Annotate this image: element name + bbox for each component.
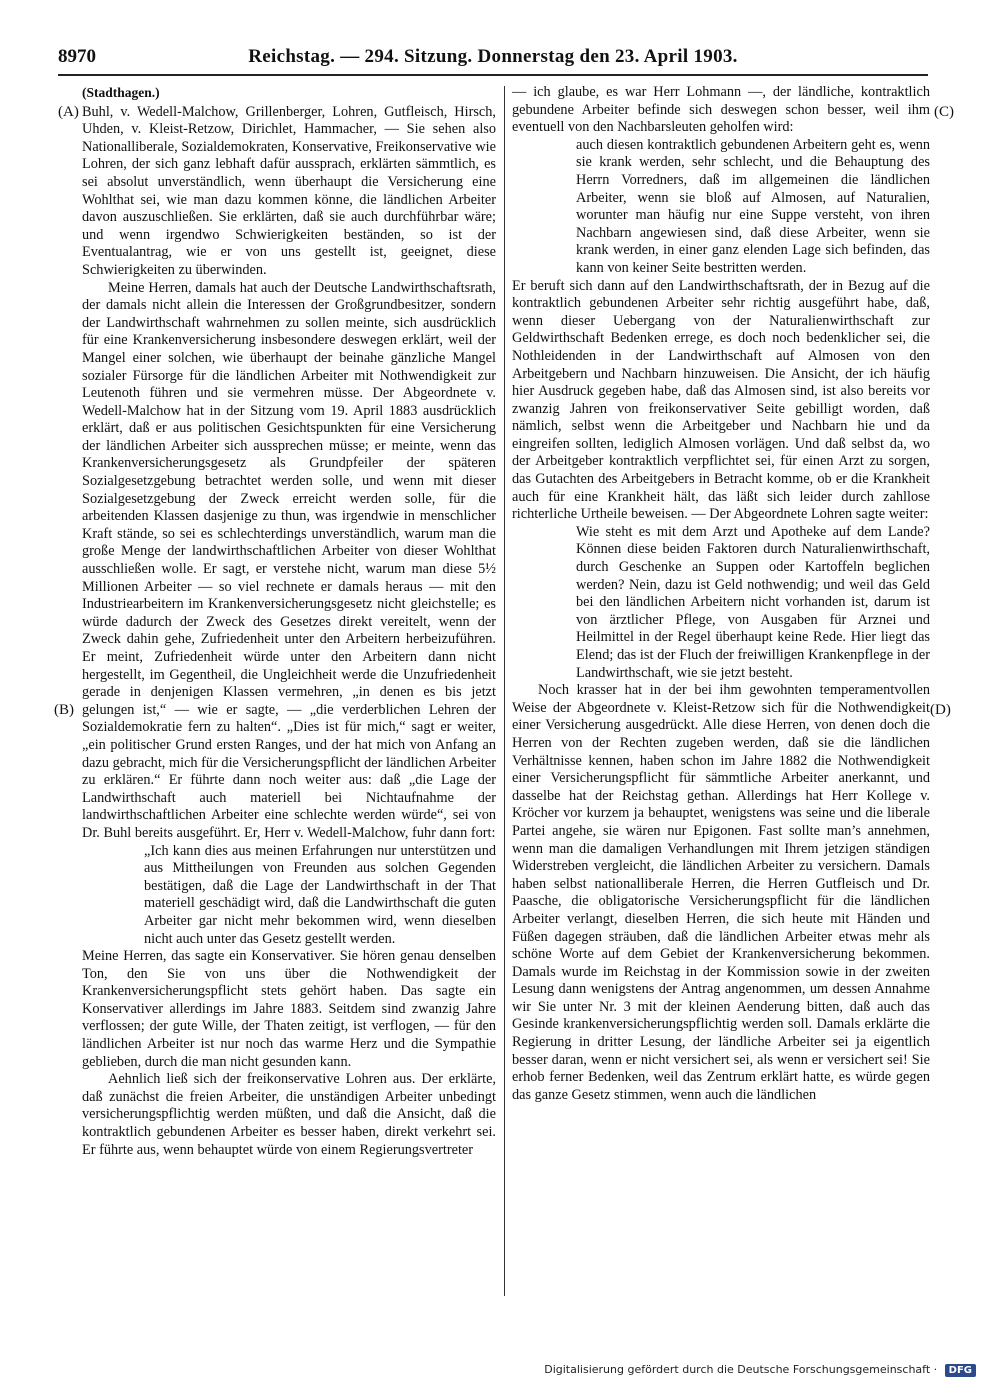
margin-mark-c: (C) bbox=[934, 104, 954, 120]
margin-mark-a: (A) bbox=[58, 104, 79, 120]
footer-text: Digitalisierung gefördert durch die Deutsche Forschungsgemeinschaft · bbox=[544, 1363, 938, 1376]
column-divider bbox=[504, 86, 505, 1296]
paragraph: Er beruft sich dann auf den Landwirthschaftsrath, der in Bezug auf die kontraktlich gebundenen Arbeiter sehr richtig ausgeführt habe, daß, wenn dieser Uebergang von der Naturalienwirthschaft zur Geldwirthschaft Bedenken errege, es doch noch bedenklicher sei, die Nothleidenden in der Landwirthschaft auf Almosen von den Arbeitgebern und Nachbarn hinzuweisen. Die Ansicht, der ich häufig hier Ausdruck gegeben habe, daß das Almosen sind, ist also bereits vor zwanzig Jahren von freikonservativer Seite gebilligt worden, daß nämlich, selbst wenn die Arbeitgeber und Nachbarn hie und da eingreifen sollten, lediglich Almosen vorlägen. Und daß selbst da, wo der Arbeitgeber kontraktlich verpflichtet sei, für einen Arzt zu sorgen, das Gutachten des Arbeitgebers in Betracht komme, ob er die Krankheit auch für eine Krankheit hält, das läßt sich leider durch zahllose richterliche Urtheile beweisen. — Der Abgeordnete Lohren sagte weiter: bbox=[512, 277, 930, 523]
paragraph: Meine Herren, damals hat auch der Deutsche Landwirthschaftsrath, der damals nicht allein die Interessen der Großgrundbesitzer, sondern der Landwirthschaft wahrnehmen zu sollen meinte, sich ausdrücklich für eine Krankenversicherung insbesondere deswegen erklärt, weil der Mangel einer solchen, wie überhaupt der beinahe gänzliche Mangel sozialer Fürsorge für die ländlichen Arbeiter mit Nothwendigkeit zur Leutenoth führen und sie vermehren müsse. Der Abgeordnete v. Wedell-Malchow hat in der Sitzung vom 19. April 1883 ausdrücklich erklärt, daß er aus politischen Gesichtspunkten für eine Versicherung der ländlichen Arbeiter sich aussprechen müsse; er meinte, wenn das Krankenversicherungsgesetz als Grundpfeiler der späteren Sozialgesetzgebung betrachtet werden solle, und wenn mit dieser Sozialgesetzgebung der Zweck erreicht werden solle, für die arbeitenden Klassen dasjenige zu thun, was irgendwie in menschlicher Kraft stände, so sei es schlechterdings unverständlich, warum man die große Menge der landwirthschaftlichen Arbeiter von dieser Wohlthat ausschließen wolle. Er sagt, er verstehe nicht, warum man diese 5½ Millionen Arbeiter — so viel rechnete er damals heraus — mit den Industriearbeitern im Krankenversicherungsgesetz nicht gleichstelle; es würde dadurch der Zweck des Gesetzes direkt vereitelt, wenn der Zweck dahin gehe, Zufriedenheit unter den Arbeitern herbeizuführen. Er meint, Zufriedenheit würde unter den Arbeitern dann nicht hergestellt, im Gegentheil, die Ungleichheit werde die Unzufriedenheit gerade in denjenigen Klassen vermehren, „in denen es bis jetzt gelungen ist,“ — wie er sagte, — „die verderblichen Lehren der Sozialdemokratie fern zu halten“. „Dies ist für mich,“ sagt er weiter, „ein politischer Grund ersten Ranges, und der hat mich von Anfang an dazu gebracht, mich für die Versicherungspflicht der ländlichen Arbeiter zu erklären.“ Er führte dann noch weiter aus: daß „die Lage der Landwirthschaft auch materiell bei Nichtaufnahme der landwirthschaftlichen Arbeiter eine schlechte werden würde“, sei von Dr. Buhl bereits ausgeführt. Er, Herr v. Wedell-Malchow, fuhr dann fort: bbox=[82, 279, 496, 841]
paragraph: Buhl, v. Wedell-Malchow, Grillenberger, Lohren, Gutfleisch, Hirsch, Uhden, v. Kleist-Retzow, Dirichlet, Hammacher, — Sie sehen also Nationalliberale, Sozialdemokraten, Konservative, Freikonservative wie Lohren, der sich ganz lebhaft dafür aussprach, erklärten sämmtlich, es sei absolut unverständlich, wenn überhaupt die Versicherung eine Wohlthat sei, wie man dazu kommen könne, die ländlichen Arbeiter davon auszuschließen. Sie erklärten, daß sie auch durchführbar wäre; und wenn irgendwo Schwierigkeiten beständen, so ist der Eventualantrag, wie er von uns gestellt ist, geeignet, diese Schwierigkeiten zu überwinden. bbox=[82, 103, 496, 278]
page-header bbox=[58, 40, 928, 76]
block-quote: auch diesen kontraktlich gebundenen Arbeitern geht es, wenn sie krank werden, sehr schlecht, und die Behauptung des Herrn Vorredners, daß im allgemeinen die ländlichen Arbeiter, wenn sie bloß auf Almosen, auf Naturalien, worunter man häufig nur eine Suppe versteht, von ihren Nachbarn angewiesen sind, daß diese Arbeiter, wenn sie krank werden, in einer ganz elenden Lage sich befinden, das kann von keiner Seite bestritten werden. bbox=[576, 136, 930, 276]
right-column bbox=[512, 84, 930, 1104]
margin-mark-b: (B) bbox=[54, 702, 74, 718]
block-quote: Wie steht es mit dem Arzt und Apotheke auf dem Lande? Können diese beiden Faktoren durch Naturalienwirthschaft, durch Geschenke an Suppen oder Kartoffeln beglichen werden? Nein, dazu ist Geld nothwendig; und weil das Geld bei den ländlichen Arbeitern nicht vorhanden ist, darum ist von ärztlicher Pflege, von Ausgaben für Arznei und Heilmittel in der Regel überhaupt keine Rede. Hier liegt das Elend; das ist der Fluch der freiwilligen Krankenpflege in der Landwirthschaft, wie sie jetzt besteht. bbox=[576, 523, 930, 681]
margin-mark-d: (D) bbox=[930, 702, 951, 718]
speaker-label: (Stadthagen.) bbox=[82, 85, 160, 100]
digitization-footer bbox=[544, 1363, 976, 1377]
page-number: 8970 bbox=[58, 46, 96, 67]
left-column bbox=[82, 84, 496, 1159]
running-title: Reichstag. — 294. Sitzung. Donnerstag den 23. April 1903. bbox=[248, 46, 738, 67]
block-quote: „Ich kann dies aus meinen Erfahrungen nur unterstützen und aus Mittheilungen von Freunden aus solchen Gegenden bestätigen, daß die Lage der Landwirthschaft in der That materiell geschädigt wird, daß die Landwirthschaft die guten Arbeiter gar nicht mehr bekommen wird, wenn dieselben nicht auch unter das Gesetz gestellt werden. bbox=[144, 842, 496, 947]
paragraph: Aehnlich ließ sich der freikonservative Lohren aus. Der erklärte, daß zunächst die freien Arbeiter, die unständigen Arbeiter unbedingt versicherungspflichtig werden müßten, und daß die Ansicht, daß die kontraktlich gebundenen Arbeiter es besser haben, direkt verkehrt sei. Er führte aus, wenn behauptet würde von einem Regierungsvertreter bbox=[82, 1071, 496, 1158]
paragraph: — ich glaube, es war Herr Lohmann —, der ländliche, kontraktlich gebundene Arbeiter befinde sich deswegen schon besser, weil ihm eventuell von den Nachbarsleuten geholfen wird: bbox=[512, 84, 930, 136]
dfg-logo: DFG bbox=[945, 1364, 976, 1377]
paragraph: Meine Herren, das sagte ein Konservativer. Sie hören genau denselben Ton, den Sie von uns über die Nothwendigkeit der Krankenversicherungspflicht stets gehört haben. Das sagte ein Konservativer allerdings im Jahre 1883. Seitdem sind zwanzig Jahre verflossen; der gute Wille, der Thaten zeitigt, ist verflogen, — für den ländlichen Arbeiter ist nur noch das warme Herz und die Sympathie geblieben, durch die man nicht gesunden kann. bbox=[82, 948, 496, 1070]
paragraph: Noch krasser hat in der bei ihm gewohnten temperamentvollen Weise der Abgeordnete v. Kleist-Retzow sich für die Nothwendigkeit einer Versicherung ausgedrückt. Alle diese Herren, von denen doch die Herren von der Rechten zugeben werden, daß sie die ländlichen Verhältnisse kennen, haben schon im Jahre 1882 die Nothwendigkeit einer Versicherungspflicht für sämmtliche Arbeiter anerkannt, und dasselbe hat der Reichstag gethan. Allerdings hat Herr Kollege v. Kröcher vor kurzem ja behauptet, wenigstens was seine und die liberale Partei angehe, sie wären nur Epigonen. Fast sollte man’s annehmen, wenn man die damaligen Verhandlungen mit Ihrem jetzigen ständigen Widerstreben vergleicht, die ländlichen Arbeiter zu versichern. Damals haben selbst nationalliberale Herren, die Herren Gutfleisch und Dr. Paasche, die obligatorische Versicherungspflicht für die ländlichen Arbeiter verlangt, dieselben Herren, die sich heute mit Händen und Füßen dagegen sträuben, daß die ländlichen Arbeiter etwas mehr als schöne Worte auf dem Gebiet der Krankenversicherung bekommen. Damals wurde im Reichstag in der Kommission sowie in der zweiten Lesung dann wenigstens der Antrag angenommen, um dessen Annahme wir Sie unter Nr. 3 mit der kleinen Aenderung bitten, daß auch das Gesinde krankenversicherungspflichtig werden soll. Damals erklärte die Regierung in dritter Lesung, der ländliche Arbeiter sei ja eigentlich besser daran, wenn er nicht versichert sei, als wenn er versichert sei! Sie erhob ferner Bedenken, weil das Zentrum erklärt hatte, es würde gegen das ganze Gesetz stimmen, wenn auch die ländlichen bbox=[512, 682, 930, 1103]
